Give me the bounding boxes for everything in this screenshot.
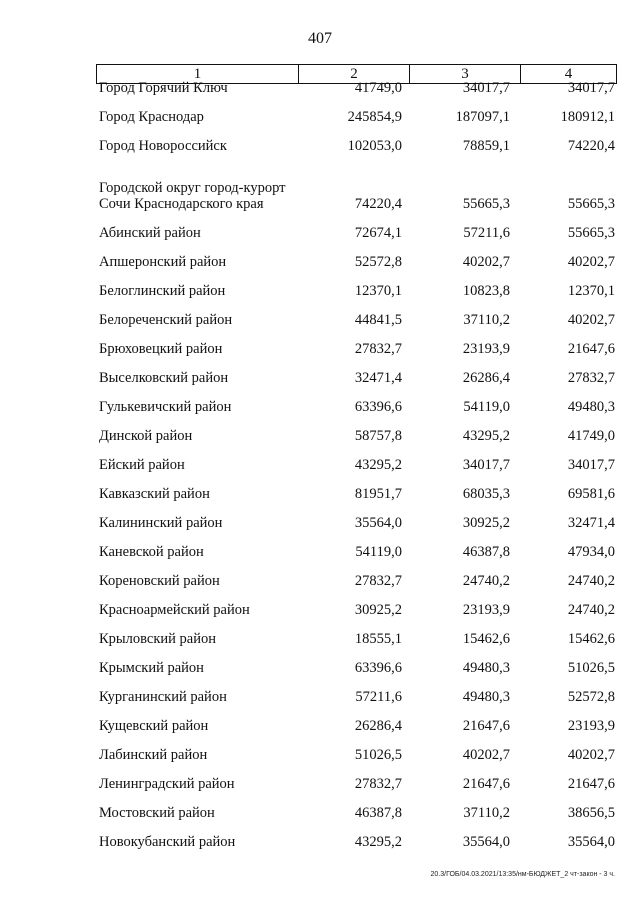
row-value-col-3: 21647,6 [462,718,510,734]
row-value-col-4: 27832,7 [567,370,615,386]
table-row [0,448,640,477]
row-value-col-4: 40202,7 [567,312,615,328]
footer-note: 20.3/ГОБ/04.03.2021/13:35/нм-БЮДЖЕТ_2 чт-закон - 3 ч. [430,871,615,878]
row-value-col-2: 51026,5 [354,747,402,763]
row-value-col-4: 23193,9 [567,718,615,734]
table-row [0,332,640,361]
row-name: Красноармейский район [99,602,250,618]
table-row [0,767,640,796]
row-value-col-2: 32471,4 [354,370,402,386]
table-row [0,825,640,854]
row-value-col-2: 43295,2 [354,834,402,850]
row-name: Город Новороссийск [99,138,227,154]
row-value-col-2: 35564,0 [354,515,402,531]
row-value-col-2: 74220,4 [354,196,402,212]
row-name: Брюховецкий район [99,341,223,357]
row-value-col-4: 34017,7 [567,80,615,96]
row-value-col-3: 26286,4 [462,370,510,386]
row-value-col-4: 52572,8 [567,689,615,705]
header-col-1: 1 [97,65,299,83]
row-value-col-4: 49480,3 [567,399,615,415]
row-value-col-2: 63396,6 [354,660,402,676]
table-row [0,245,640,274]
row-value-col-3: 24740,2 [462,573,510,589]
header-col-3: 3 [410,65,521,83]
row-value-col-2: 52572,8 [354,254,402,270]
table-row [0,390,640,419]
table-row [0,477,640,506]
row-value-col-3: 40202,7 [462,254,510,270]
row-value-col-4: 24740,2 [567,602,615,618]
row-value-col-4: 47934,0 [567,544,615,560]
row-name: Курганинский район [99,689,227,705]
row-value-col-2: 54119,0 [355,544,402,560]
row-value-col-3: 78859,1 [462,138,510,154]
row-value-col-2: 81951,7 [354,486,402,502]
table-row [0,158,640,216]
row-value-col-3: 68035,3 [462,486,510,502]
row-value-col-2: 44841,5 [354,312,402,328]
header-col-4: 4 [564,65,573,82]
table-row [0,274,640,303]
table-row [0,651,640,680]
row-value-col-2: 26286,4 [354,718,402,734]
row-value-col-3: 46387,8 [462,544,510,560]
row-value-col-4: 40202,7 [567,254,615,270]
row-name: Абинский район [99,225,201,241]
row-value-col-2: 18555,1 [354,631,402,647]
row-name: Белореченский район [99,312,233,328]
row-name: Выселковский район [99,370,229,386]
row-value-col-3: 21647,6 [462,776,510,792]
table-row [0,535,640,564]
row-value-col-3: 30925,2 [462,515,510,531]
row-value-col-4: 55665,3 [567,196,615,212]
row-name: Мостовский район [99,805,215,821]
row-name: Каневской район [99,544,204,560]
row-name: Новокубанский район [99,834,236,850]
page-number: 407 [308,30,332,47]
row-value-col-4: 35564,0 [567,834,615,850]
table-row [0,303,640,332]
row-name: Динской район [99,428,193,444]
row-value-col-4: 69581,6 [567,486,615,502]
row-value-col-3: 187097,1 [455,109,510,125]
row-value-col-4: 38656,5 [567,805,615,821]
row-value-col-2: 27832,7 [354,573,402,589]
row-value-col-4: 51026,5 [567,660,615,676]
row-value-col-2: 72674,1 [354,225,402,241]
row-name: Крыловский район [99,631,216,647]
table-row [0,593,640,622]
row-name: Крымский район [99,660,204,676]
table-row [0,216,640,245]
table-row [0,738,640,767]
row-name: Ленинградский район [99,776,235,792]
row-value-col-4: 74220,4 [567,138,615,154]
row-value-col-3: 15462,6 [462,631,510,647]
row-value-col-4: 40202,7 [567,747,615,763]
row-name: Кущевский район [99,718,209,734]
row-value-col-3: 40202,7 [462,747,510,763]
row-value-col-3: 37110,2 [463,312,510,328]
row-value-col-2: 43295,2 [354,457,402,473]
row-value-col-4: 24740,2 [567,573,615,589]
table-row [0,564,640,593]
row-value-col-3: 34017,7 [462,457,510,473]
table-row [0,796,640,825]
table-row [0,100,640,129]
row-value-col-2: 63396,6 [354,399,402,415]
row-name: Апшеронский район [99,254,227,270]
row-value-col-3: 54119,0 [463,399,510,415]
row-value-col-4: 21647,6 [567,776,615,792]
table-row [0,680,640,709]
row-value-col-3: 10823,8 [462,283,510,299]
row-name: Белоглинский район [99,283,226,299]
row-value-col-4: 12370,1 [567,283,615,299]
row-value-col-2: 57211,6 [355,689,402,705]
row-value-col-3: 55665,3 [462,196,510,212]
row-value-col-4: 41749,0 [567,428,615,444]
row-value-col-2: 27832,7 [354,341,402,357]
row-value-col-2: 58757,8 [354,428,402,444]
table-body [0,80,640,854]
row-value-col-2: 30925,2 [354,602,402,618]
row-name: Кореновский район [99,573,220,589]
row-name: Ейский район [99,457,185,473]
row-value-col-3: 34017,7 [462,80,510,96]
row-name: Гулькевичский район [99,399,232,415]
row-name: Город Горячий Ключ [99,80,228,96]
table-row [0,709,640,738]
table-row [0,129,640,158]
header-col-2: 2 [299,65,410,83]
row-value-col-4: 21647,6 [567,341,615,357]
row-value-col-2: 41749,0 [354,80,402,96]
row-value-col-4: 32471,4 [567,515,615,531]
table-row [0,419,640,448]
row-value-col-4: 34017,7 [567,457,615,473]
table-row [0,80,640,100]
row-value-col-2: 27832,7 [354,776,402,792]
row-value-col-3: 43295,2 [462,428,510,444]
row-value-col-3: 49480,3 [462,689,510,705]
row-value-col-2: 12370,1 [354,283,402,299]
row-value-col-3: 23193,9 [462,602,510,618]
row-name: Город Краснодар [99,109,204,125]
table-row [0,361,640,390]
row-value-col-3: 23193,9 [462,341,510,357]
row-value-col-2: 245854,9 [347,109,402,125]
row-value-col-2: 46387,8 [354,805,402,821]
row-value-col-3: 37110,2 [463,805,510,821]
row-name: Калининский район [99,515,223,531]
row-name: Кавказский район [99,486,210,502]
table-row [0,622,640,651]
row-value-col-3: 49480,3 [462,660,510,676]
row-name: Городской округ город-курорт Сочи Краснодарского края [99,180,286,212]
row-value-col-3: 35564,0 [462,834,510,850]
row-value-col-2: 102053,0 [347,138,402,154]
row-name: Лабинский район [99,747,208,763]
row-value-col-4: 15462,6 [567,631,615,647]
row-value-col-3: 57211,6 [463,225,510,241]
row-value-col-4: 180912,1 [560,109,615,125]
row-value-col-4: 55665,3 [567,225,615,241]
table-row [0,506,640,535]
